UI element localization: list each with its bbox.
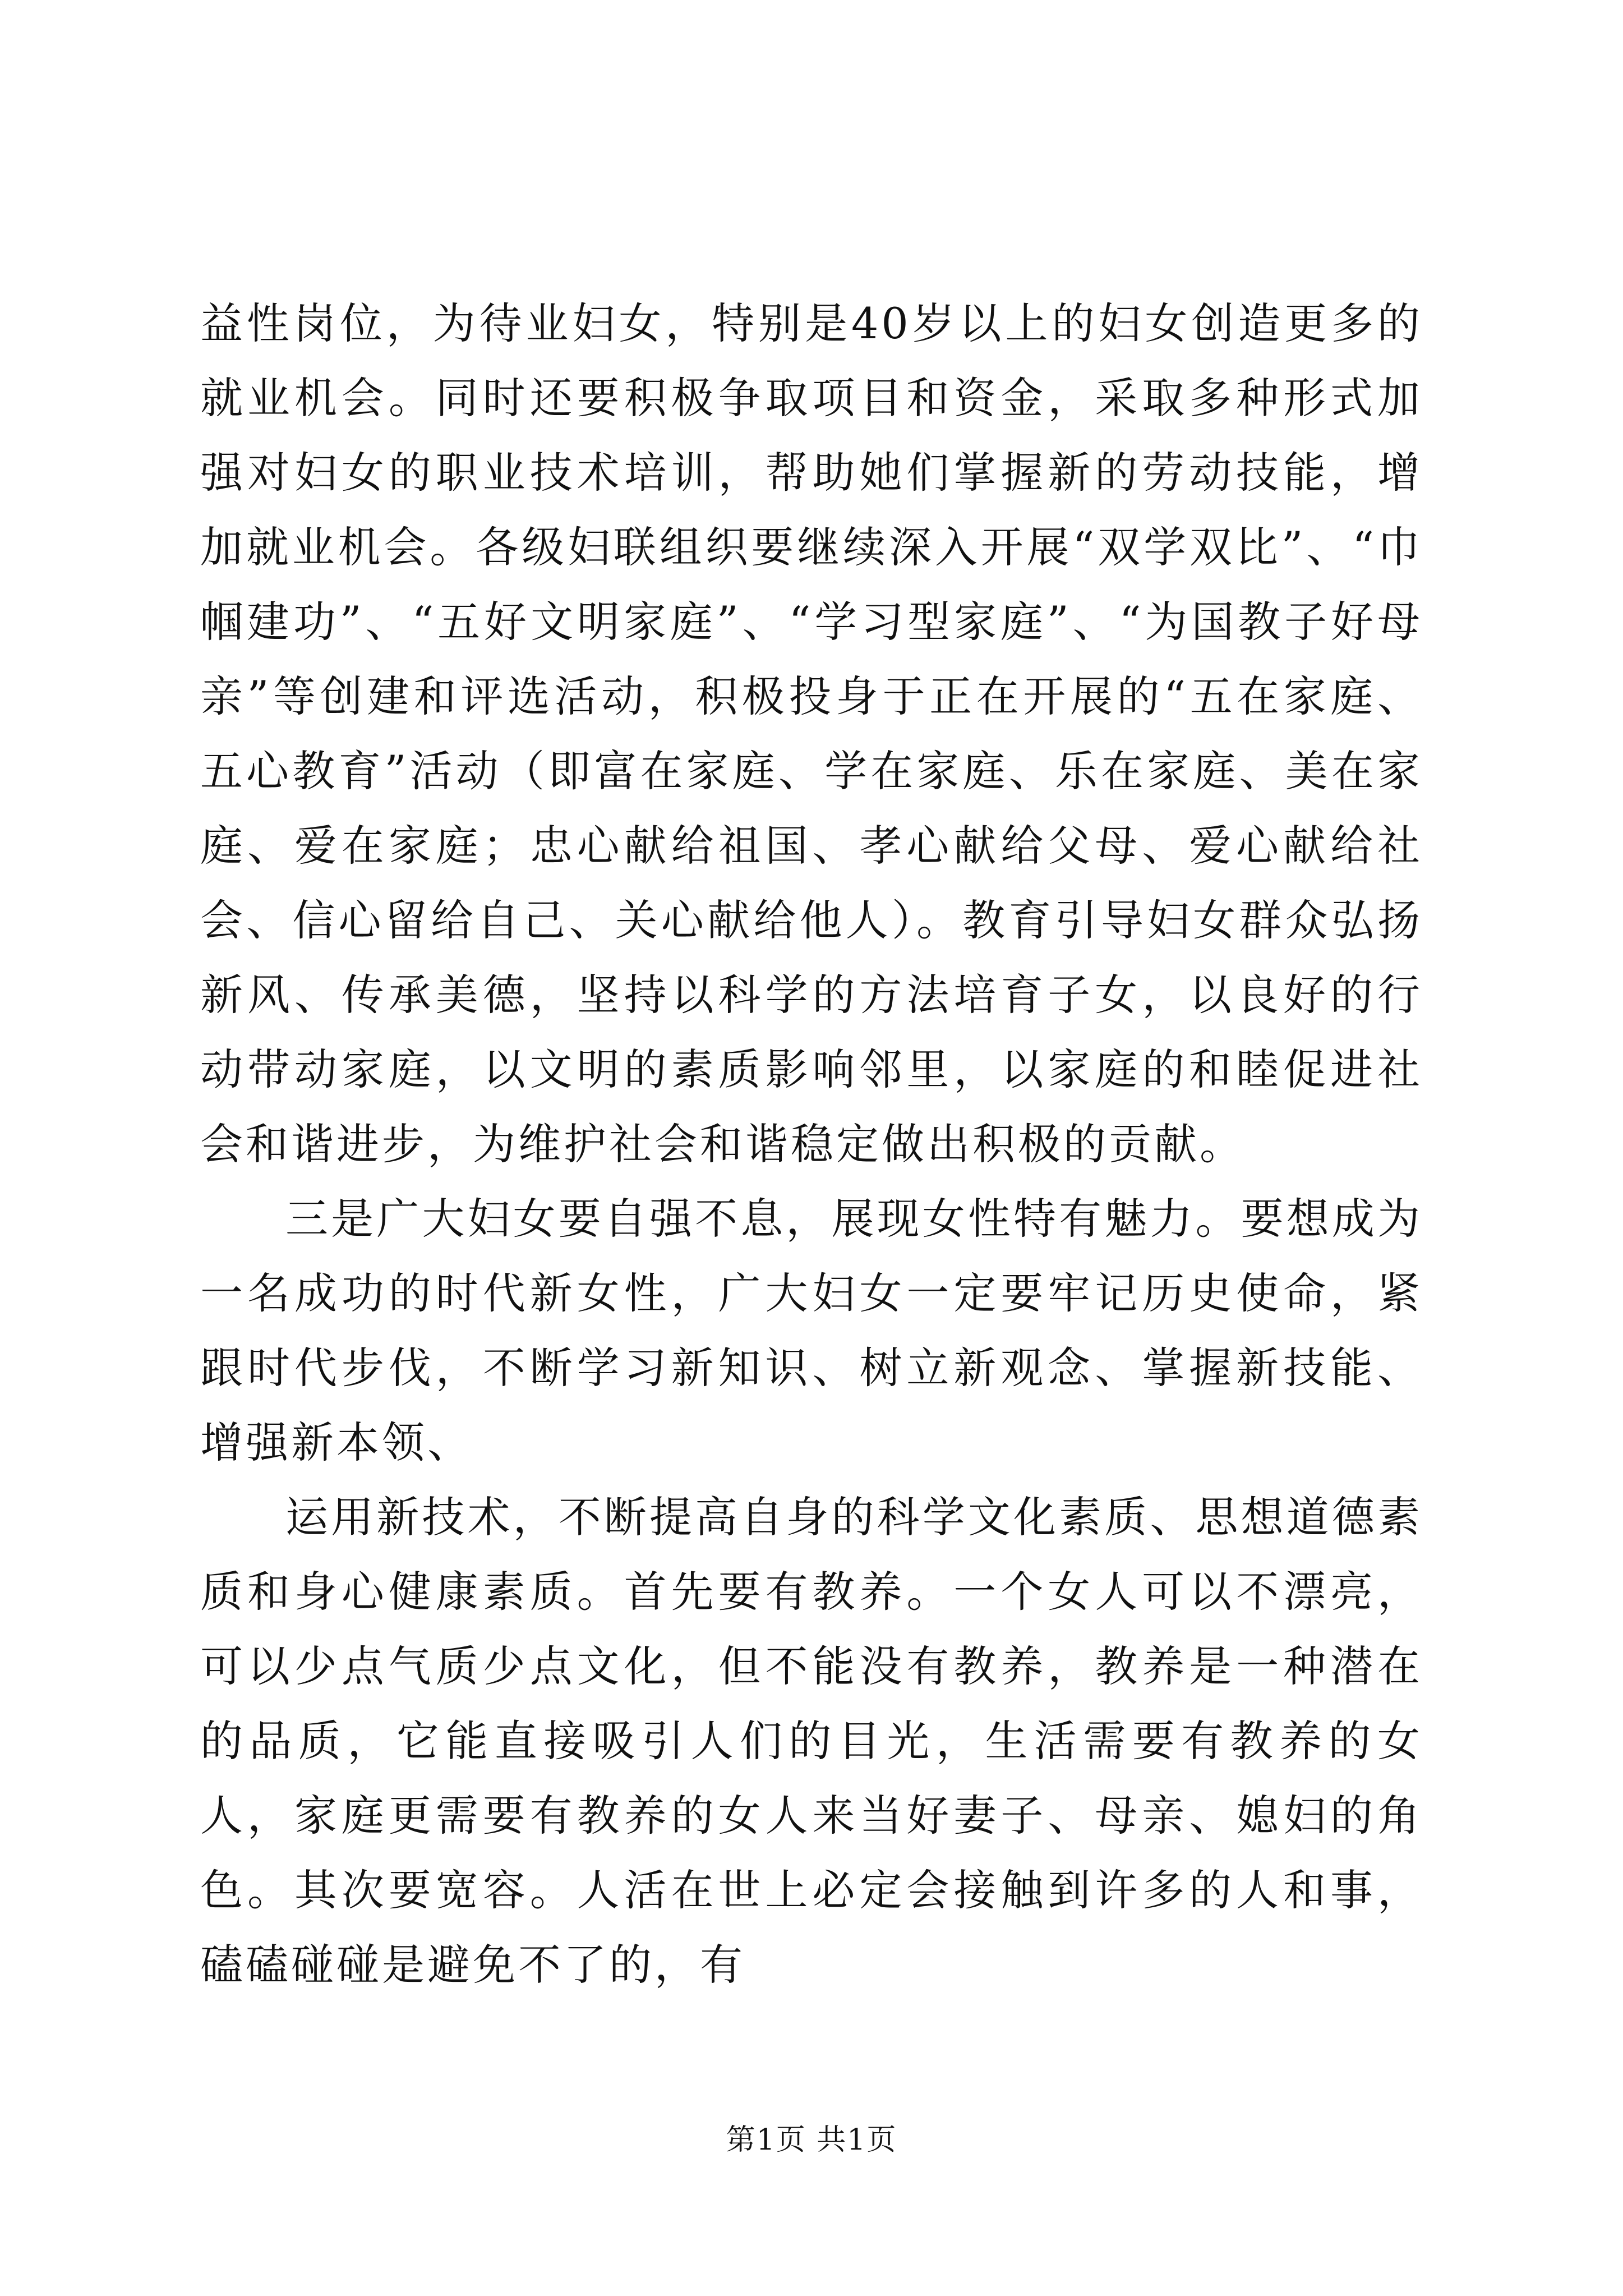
document-body (200, 286, 1423, 2002)
paragraph-1: 益性岗位，为待业妇女，特别是40岁以上的妇女创造更多的就业机会。同时还要积极争取项目和资金，采取多种形式加强对妇女的职业技术培训，帮助她们掌握新的劳动技能，增加就业机会。各级妇联组织要继续深入开展“双学双比”、“巾帼建功”、“五好文明家庭”、“学习型家庭”、“为国教子好母亲”等创建和评选活动，积极投身于正在开展的“五在家庭、五心教育”活动（即富在家庭、学在家庭、乐在家庭、美在家庭、爱在家庭；忠心献给祖国、孝心献给父母、爱心献给社会、信心留给自己、关心献给他人）。教育引导妇女群众弘扬新风、传承美德，坚持以科学的方法培育子女，以良好的行动带动家庭，以文明的素质影响邻里，以家庭的和睦促进社会和谐进步，为维护社会和谐稳定做出积极的贡献。 (200, 298, 1423, 1169)
paragraph-3: 运用新技术，不断提高自身的科学文化素质、思想道德素质和身心健康素质。首先要有教养。一个女人可以不漂亮，可以少点气质少点文化，但不能没有教养，教养是一种潜在的品质，它能直接吸引人们的目光，生活需要有教养的女人，家庭更需要有教养的女人来当好妻子、母亲、媳妇的角色。其次要宽容。人活在世上必定会接触到许多的人和事，磕磕碰碰是避免不了的，有 (200, 1492, 1423, 1990)
paragraph-2: 三是广大妇女要自强不息，展现女性特有魅力。要想成为一名成功的时代新女性，广大妇女一定要牢记历史使命，紧跟时代步伐，不断学习新知识、树立新观念、掌握新技能、增强新本领、 (200, 1194, 1423, 1467)
page-footer: 第1页 共1页 (726, 2123, 897, 2157)
